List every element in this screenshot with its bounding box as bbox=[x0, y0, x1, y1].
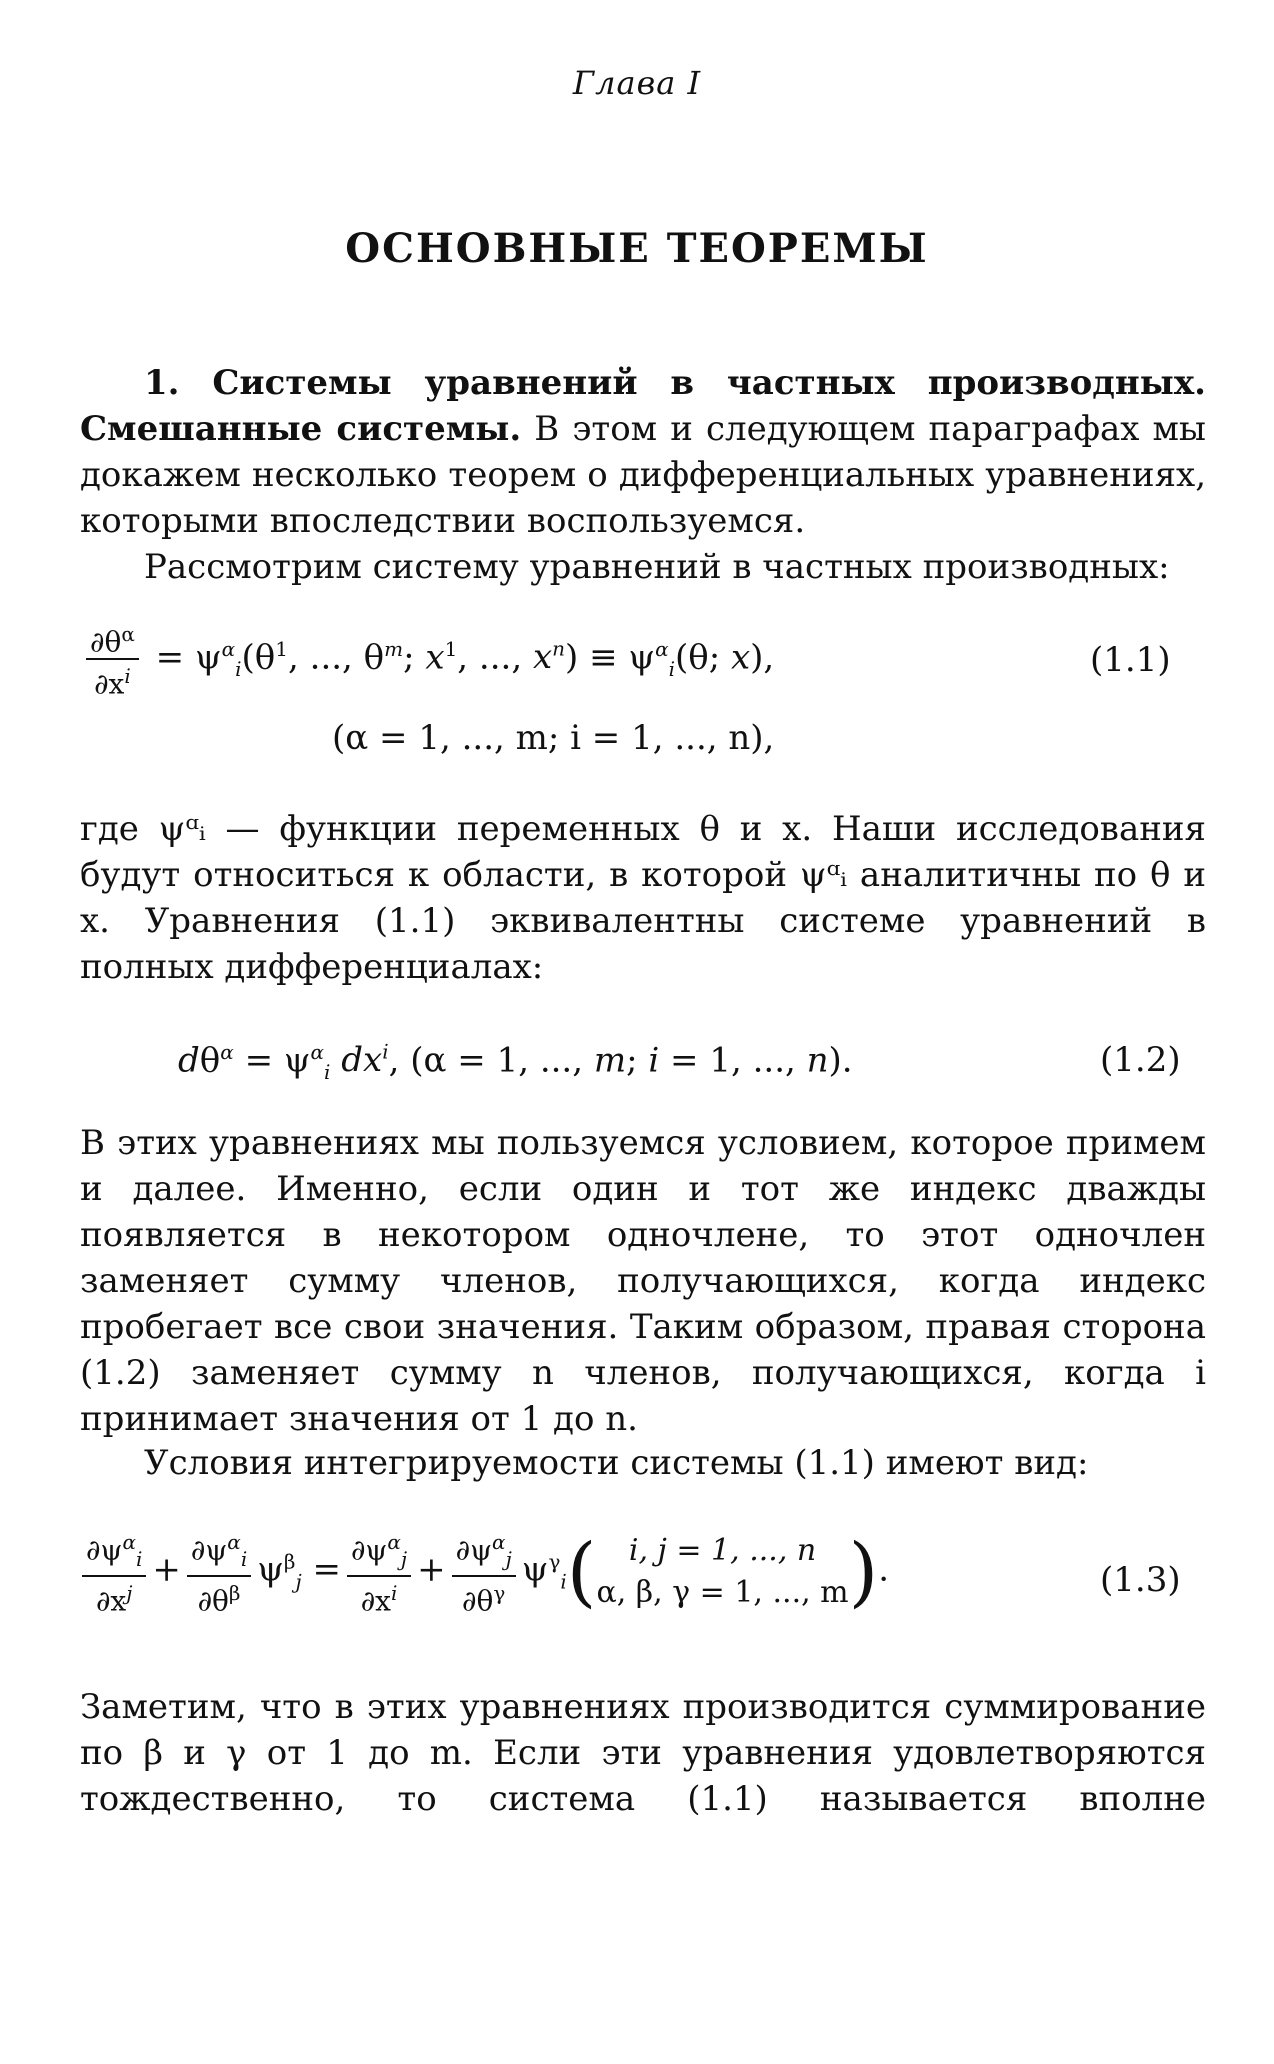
convention-paragraph bbox=[80, 1120, 1206, 1442]
chapter-title: ОСНОВНЫЕ ТЕОРЕМЫ bbox=[345, 225, 929, 272]
section-1-intro: В этом и следующем параграфах мы докажем несколько теорем о дифференциальных уравнениях, которыми впоследствии воспользуемся. bbox=[80, 409, 1206, 541]
section-1-heading: 1. Системы уравнений в частных производных. Смешанные системы. bbox=[80, 363, 1206, 449]
equation-1-2-number: (1.2) bbox=[1100, 1040, 1181, 1080]
consider-paragraph bbox=[80, 544, 1206, 590]
equation-1-1-number: (1.1) bbox=[1090, 640, 1171, 680]
where-text: где ψᵅᵢ — функции переменных θ и x. Наши исследования будут относиться к области, в которой ψᵅᵢ аналитичны по θ и x. Уравнения (1.1) эквивалентны системе уравнений в полных дифференциалах: bbox=[80, 809, 1206, 987]
equation-1-1-range: (α = 1, ..., m; i = 1, ..., n), bbox=[332, 718, 775, 758]
equation-1-3: $\frac{\partial\psi^\alpha_i}{\partial x^j}$ + $\frac{\partial\psi^\alpha_i}{\partial\theta^\beta}$ $\psi^\beta_j$ = $\frac{\partial\psi^\alpha_j}{\partial x^i}$ + $\frac{\partial\psi^\alpha_j}{\partial\theta^\gamma}$ $\psi^\gamma_i$( i, j = 1, ..., n α, β, γ = 1, ..., m ). bbox=[76, 1526, 889, 1617]
derivative-fraction: $\frac{\partial\theta^\alpha}{\partial x^i}$ bbox=[86, 618, 139, 701]
equation-1-3-number: (1.3) bbox=[1100, 1560, 1181, 1600]
consider-text: Рассмотрим систему уравнений в частных производных: bbox=[144, 547, 1170, 587]
conditions-text: Условия интегрируемости системы (1.1) имеют вид: bbox=[144, 1443, 1089, 1483]
notice-paragraph bbox=[80, 1684, 1206, 1822]
equation-1-1: $\frac{\partial\theta^\alpha}{\partial x^i}$ = $\psi^\alpha_i(\theta^1$, ..., $\theta^m$; $x^1$, ..., $x^n) \equiv \psi^\alpha_i(\theta$; x), bbox=[80, 618, 774, 701]
equation-1-2: $d\theta^\alpha = \psi^\alpha_i$ $dx^i$, (α = 1, ..., m; i = 1, ..., n). bbox=[178, 1040, 853, 1085]
index-range-2: α, β, γ = 1, ..., m bbox=[596, 1574, 849, 1610]
conditions-paragraph bbox=[80, 1440, 1206, 1486]
chapter-label: Глава I bbox=[572, 64, 702, 102]
notice-text: Заметим, что в этих уравнениях производится суммирование по β и γ от 1 до m. Если эти уравнения удовлетворяются тождественно, то система (1.1) называется вполне bbox=[80, 1687, 1206, 1819]
convention-text: В этих уравнениях мы пользуемся условием, которое примем и далее. Именно, если один и тот же индекс дважды появляется в некотором одночлене, то этот одночлен заменяет сумму членов, получающихся, когда индекс пробегает все свои значения. Таким образом, правая сторона (1.2) заменяет сумму n членов, получающихся, когда i принимает значения от 1 до n. bbox=[80, 1123, 1206, 1439]
index-range-1: i, j = 1, ..., n bbox=[628, 1532, 817, 1568]
section-1-paragraph bbox=[80, 360, 1206, 544]
index-range-stack bbox=[596, 1530, 848, 1614]
where-paragraph bbox=[80, 806, 1206, 990]
